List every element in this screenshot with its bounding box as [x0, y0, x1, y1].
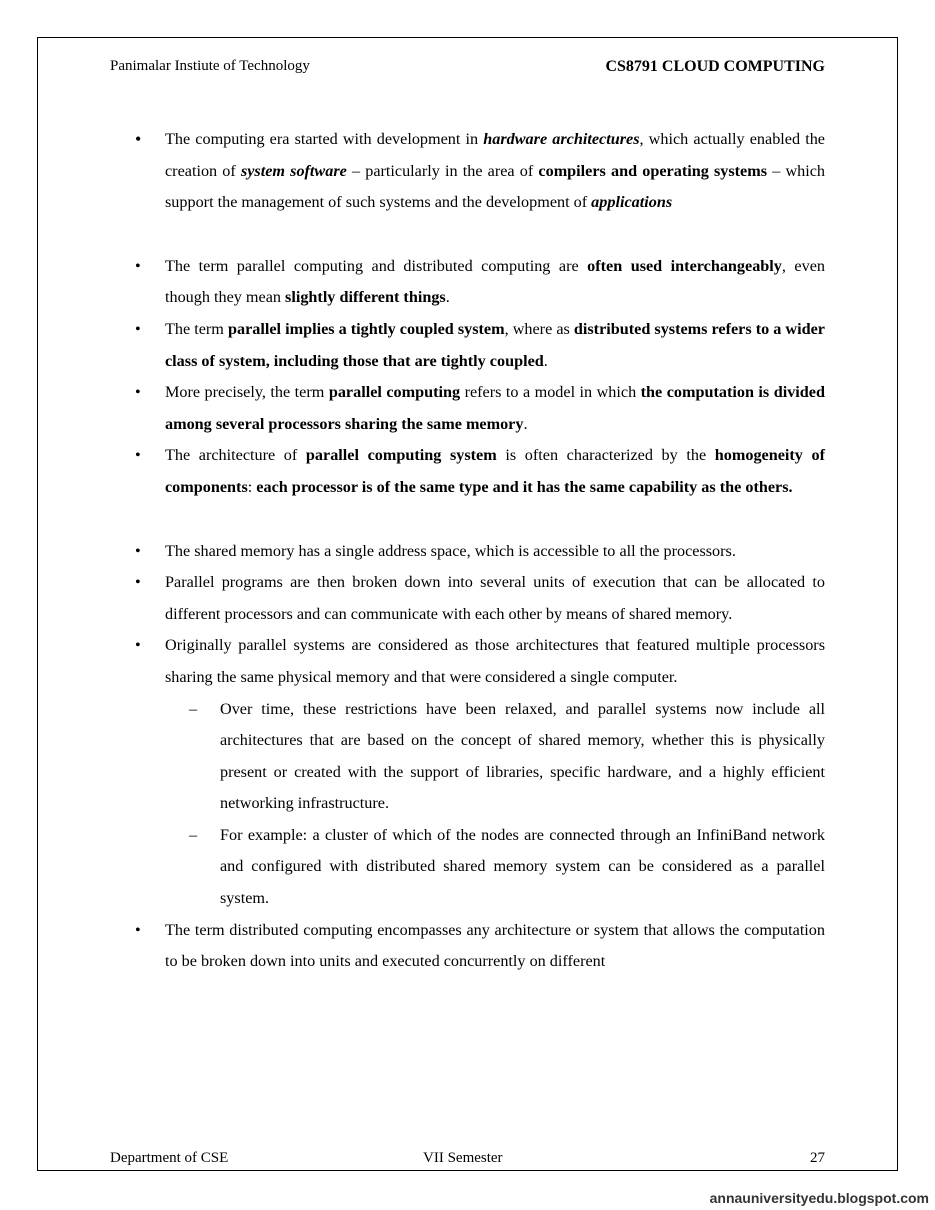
dash-icon: – — [189, 825, 198, 844]
text-run: The term parallel computing and distributed computing are — [165, 256, 588, 275]
list-item — [110, 630, 825, 914]
emphasis-text: hardware architectures — [483, 130, 640, 148]
text-run: refers to a model in which — [460, 383, 641, 402]
list-spacer — [110, 219, 825, 251]
sub-list — [165, 694, 825, 915]
text-run: The architecture of — [165, 446, 306, 465]
dash-icon: – — [189, 699, 198, 718]
strong-text: slightly different things — [285, 288, 446, 307]
text-run: Originally parallel systems are considered as those architectures that featured multiple processors sharing the same physical memory and that were considered a single computer. — [165, 636, 825, 686]
list-item — [110, 377, 825, 440]
strong-text: often used interchangeably — [587, 256, 782, 275]
footer-page-number: 27 — [810, 1150, 825, 1166]
text-run: – particularly in the area of — [346, 161, 539, 180]
text-run: The computing era started with development in — [165, 130, 484, 148]
emphasis-text: system software — [240, 161, 347, 180]
strong-text: parallel implies a tightly coupled system — [227, 319, 505, 338]
list-item — [110, 124, 825, 219]
bullet-icon: • — [135, 129, 142, 149]
strong-text: compilers and operating systems — [538, 161, 768, 180]
text-run: – which support the management of such systems and the development of — [165, 161, 826, 212]
text-run: : — [247, 477, 257, 496]
list-item — [110, 440, 825, 503]
text-run: . — [523, 414, 528, 433]
bullet-icon: • — [135, 256, 141, 275]
bullet-icon: • — [135, 541, 141, 560]
page-content — [110, 124, 825, 978]
footer-semester: VII Semester — [423, 1150, 503, 1166]
text-run: , even though they mean — [165, 256, 825, 307]
text-run: , which actually enabled the creation of — [165, 130, 825, 180]
bullet-icon: • — [135, 446, 141, 465]
header-course-title: CS8791 CLOUD COMPUTING — [605, 58, 825, 75]
bullet-list — [110, 124, 825, 978]
bullet-icon: • — [135, 383, 141, 402]
sub-list-item — [165, 820, 825, 915]
emphasis-text: applications — [591, 193, 673, 212]
strong-text: distributed systems refers to a wider class of system, including those that are tightly coupled — [165, 319, 825, 370]
text-run: . — [543, 351, 548, 370]
watermark-url: annauniversityedu.blogspot.com — [709, 1190, 929, 1206]
strong-text: homogeneity of components — [165, 446, 825, 496]
strong-text: parallel computing system — [305, 446, 497, 465]
text-run: For example: a cluster of which of the nodes are connected through an InfiniBand network and configured with distributed shared memory system can be considered as a parallel system. — [220, 825, 825, 908]
text-run: The shared memory has a single address space, which is accessible to all the processors. — [165, 541, 736, 560]
list-spacer — [110, 504, 825, 536]
text-run: Over time, these restrictions have been relaxed, and parallel systems now include all architectures that are based on the concept of shared memory, whether this is physically present or created with the support of libraries, specific hardware, and a highly efficient networking infrastructure. — [220, 699, 825, 813]
bullet-icon: • — [135, 319, 141, 338]
bullet-icon: • — [135, 636, 141, 655]
text-run: Parallel programs are then broken down into several units of execution that can be allocated to different processors and can communicate with each other by means of shared memory. — [165, 573, 825, 623]
list-item — [110, 567, 825, 630]
text-run: , where as — [504, 319, 574, 338]
strong-text: parallel computing — [328, 383, 461, 402]
bullet-icon: • — [135, 920, 141, 939]
list-item — [110, 915, 825, 978]
list-item — [110, 536, 825, 568]
list-item — [110, 314, 825, 377]
text-run: is often characterized by the — [496, 446, 715, 465]
list-item — [110, 251, 825, 314]
text-run: The term distributed computing encompasses any architecture or system that allows the computation to be broken down into units and executed concurrently on different — [165, 920, 825, 971]
header-institute: Panimalar Instiute of Technology — [110, 58, 310, 74]
strong-text: each processor is of the same type and it has the same capability as the others. — [256, 477, 793, 496]
sub-list-item — [165, 694, 825, 820]
text-run: . — [445, 288, 450, 307]
text-run: More precisely, the term — [165, 383, 329, 402]
text-run: The term — [165, 319, 228, 338]
footer-department: Department of CSE — [110, 1150, 229, 1166]
bullet-icon: • — [135, 573, 141, 592]
strong-text: the computation is divided among several processors sharing the same memory — [165, 383, 825, 433]
